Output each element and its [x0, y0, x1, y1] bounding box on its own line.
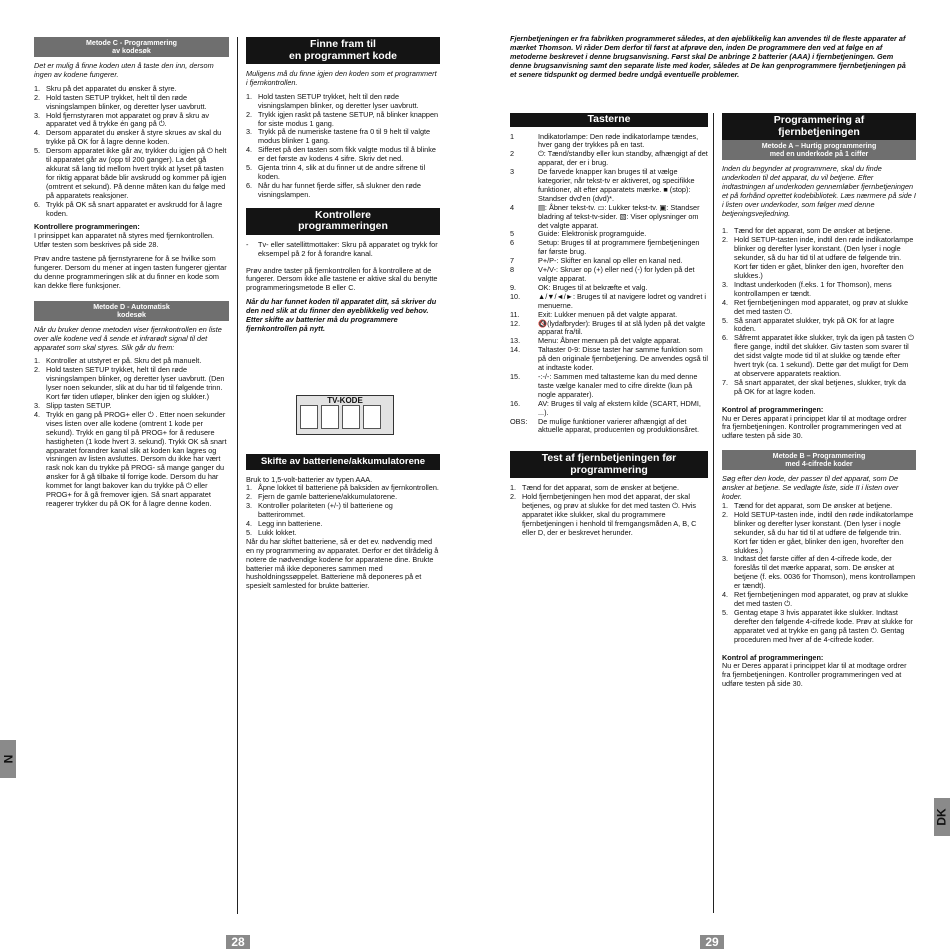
method-c-intro: Det er mulig å finne koden uten å taste den inn, dersom ingen av kodene fungerer.	[34, 61, 214, 79]
list-item: 3. Trykk på de numeriske tastene fra 0 til 9 helt til valgte modus blinker 1 gang.	[246, 127, 431, 146]
list-item: 2. Hold tasten SETUP trykket, helt til den røde visningslampen blinker, og deretter lyser uavbrutt. (Den lyser noen sekunder, slik at du har tid til følgende trinn. Kort før tiden utløper, blinker den igjen og slukker.)	[34, 365, 225, 402]
tv-code-digit-boxes	[297, 405, 393, 429]
find-code-heading-line1: Finne fram til	[310, 38, 376, 50]
method-b-intro: Søg efter den kode, der passer til det apparat, som De ønsker at betjene. Se vedlagte liste, side II i listen over koder.	[722, 474, 899, 502]
list-item: 3. Hold fjernstyraren mot apparatet og prøv å skru av apparatet ved å trykke én gang på ⏻.	[34, 110, 210, 129]
intro-text: Fjernbetjeningen er fra fabrikken programmeret således, at den øjeblikkelig kan anvendes til de fleste apparater af mærket Thomson. Vi råder Dem derfor til først at afprøve den, inden De programmere den ved at følge en af metoderne beskrevet i denne brugsanvisning. Først skal De anbringe 2 batterier (AAA) i fjernbetjeningen. Gem denne brugsanvisning samt den separate liste med koder, således at De kan genprogrammere fjernbetjeningen på et senere tidspunkt og dermed bedre undgå eventuelle problemer.	[510, 34, 906, 79]
list-item: 5. Dersom apparatet ikke går av, trykker du igjen på ⏻ helt til apparatet går av (opp til 200 ganger). La det gå akkurat så lang tid mellom hvert trykk at lyset på tasten for riktig apparat både blir avskrudd og kommer på igjen (omtrent et sekund). På denne måten kan du følge med på apparatets reaksjoner.	[34, 146, 227, 200]
control-note: Når du har funnet koden til apparatet ditt, så skriver du den ned slik at du finner den øyeblikkelig ved behov. Etter skifte av batterier må du programmere fjernkontrollen på nytt.	[246, 297, 437, 333]
battery-heading	[246, 454, 440, 470]
method-d-steps	[34, 357, 229, 508]
list-item: 9. OK: Bruges til at bekræfte et valg.	[510, 282, 648, 292]
programming-heading	[722, 113, 916, 140]
tv-code-digit-box	[363, 405, 381, 429]
control-b-title: Kontrol af programmeringen:	[722, 652, 824, 662]
list-item: 2. Hold SETUP-tasten inde, indtil den røde indikatorlampe blinker og derefter lyser konstant. (Den lyser i nogle sekunder, så du har tid til at udføre de følgende trin. Kort før tiden er gået, blinker den igen, hvorefter den slukkes.)	[722, 235, 914, 280]
control-b-text: Nu er Deres apparat i princippet klar til at modtage ordrer fra fjernbetjeningen. Kontroller programmeringen ved at udføre testen på side 30.	[722, 661, 907, 689]
list-item: 5. Så snart apparatet slukker, tryk på OK for at lagre koden.	[722, 315, 895, 334]
list-item: 2 ⏻: Tænd/standby eller kun standby, afhængigt af det apparat, der er i brug.	[510, 149, 708, 168]
control-heading-line1: Kontrollere	[314, 208, 371, 221]
tv-code-digit-box	[342, 405, 360, 429]
list-item: 5 Guide: Elektronisk programguide.	[510, 229, 647, 239]
list-item: 4. Dersom apparatet du ønsker å styre skrues av skal du trykke på OK for å lagre denne koden.	[34, 128, 222, 147]
check-title: Kontrollere programmeringen:	[34, 222, 140, 232]
method-d-heading-line1: Metode D - Automatisk	[93, 302, 170, 311]
battery-text: Når du har skiftet batteriene, så er det ev. nødvendig med en ny programmering av apparatet. Derfor er det tilrådelig å notere de nødvendige kodene for apparatene dine. Brukte batterier må ikke deponeres sammen med husholdningssøppelet. Batteriene må deponeres på et spesielt samlested for brukte batterier.	[246, 536, 439, 591]
method-a-heading-line2: med en underkode på 1 ciffer	[769, 150, 869, 158]
list-item: 2. Hold SETUP-tasten inde, indtil den røde indikatorlampe blinker og derefter lyser konstant. (Den lyser i nogle sekunder, så du har tid til at udføre de følgende trin. Kort før tiden er gået, blinker den igen, hvorefter den slukkes.)	[722, 509, 914, 555]
list-item: 4. Ret fjernbetjeningen mod apparatet, og prøv at slukke det med tasten ⏻.	[722, 590, 909, 608]
list-item: 2. Trykk igjen raskt på tastene SETUP, nå blinker knappen for siste modus 1 gang.	[246, 109, 439, 128]
list-item: 4. Sifferet på den tasten som fikk valgte modus til å blinke er det første av kodens 4 sifre. Skriv det ned.	[246, 145, 436, 164]
left-column-2	[246, 37, 440, 339]
column-divider	[713, 113, 714, 913]
column-divider	[237, 37, 238, 914]
list-item: 3. Kontroller polariteten (+/-) til batteriene og batterirommet.	[246, 501, 393, 520]
method-a-heading-line1: Metode A – Hurtig programmering	[761, 142, 877, 150]
list-item: - Tv- eller satellittmottaker: Skru på apparatet og trykk for eksempel på 2 for å forandre kanal.	[246, 239, 438, 258]
right-column-1	[510, 113, 708, 543]
test-heading	[510, 451, 708, 478]
list-item: 6 Setup: Bruges til at programmere fjernbetjeningen før første brug.	[510, 238, 700, 257]
check-text-2: Prøv andre tastene på fjernstyrarene for å se hvilke som fungerer. Dersom du mener at ingen tasten fungerer gjentar du denne programmeringen slik at du finner en kode som kan dekke flere funksjoner.	[34, 254, 227, 290]
list-item: 5. Gentag etape 3 hvis apparatet ikke slukker. Indtast derefter den følgende 4-cifrede kode. Prøv at slukke for apparatet ved at trykke en gang på tasten ⏻. Gentag proceduren med hver af de 4-cifrede koder.	[722, 607, 913, 644]
side-tab-n	[0, 740, 16, 778]
right-column-2	[722, 113, 916, 694]
list-item: 1. Tænd for det apparat, som De ønsker at betjene.	[722, 226, 893, 236]
side-tab-n-label: N	[0, 754, 15, 764]
method-c-steps	[34, 85, 229, 219]
keys-heading-text: Tasterne	[587, 113, 631, 125]
side-tab-dk-label: DK	[935, 808, 949, 826]
list-item: 2. Fjern de gamle batteriene/akkumulatorene.	[246, 492, 398, 502]
method-a-heading	[722, 140, 916, 160]
list-item: 2. Hold tasten SETUP trykket, helt til den røde visningslampen blinker, og deretter lyser uavbrutt.	[34, 92, 207, 111]
tv-code-digit-box	[300, 405, 318, 429]
keys-list	[510, 133, 708, 436]
side-tab-dk	[934, 798, 950, 836]
list-item: 6. Når du har funnet fjerde siffer, så slukner den røde visningslampen.	[246, 180, 421, 199]
battery-intro: Bruk to 1,5-volt-batterier av typen AAA.	[246, 474, 373, 484]
list-item: 12. 🔇(lydafbryder): Bruges til at slå lyden på det valgte apparat fra/til.	[510, 318, 706, 337]
list-item: 2. Hold fjernbetjeningen hen mod det apparat, der skal betjenes, og prøv at slukke for det med tasten ⏻. Hvis apparatet ikke slukker, skal du programmere fjernbetjeningen i henhold til fremgangsmåden A, B, C eller D, der er beskrevet herunder.	[510, 492, 697, 537]
tv-code-label: TV-KODE	[327, 396, 363, 405]
method-d-intro: Når du bruker denne metoden viser fjernkontrollen en liste over alle kodene ved å sende et infrarødt signal til det apparatet som skal styres. Slik går du frem:	[34, 324, 222, 352]
method-d-heading-line2: kodesøk	[117, 310, 146, 319]
method-c-heading-line2: av kodesøk	[112, 47, 151, 55]
list-item: OBS: De mulige funktioner varierer afhængigt af det aktuelle apparat, producenten og produktionsåret.	[510, 416, 700, 435]
page-number-28: 28	[226, 935, 250, 949]
list-item: 1. Hold tasten SETUP trykket, helt til den røde visningslampen blinker, og deretter lyser uavbrutt.	[246, 91, 419, 110]
list-item: 1 Indikatorlampe: Den røde indikatorlampe tændes, hver gang der trykkes på en tast.	[510, 131, 699, 150]
list-item: 3. Indtast underkoden (f.eks. 1 for Thomson), mens kontrollampen er tændt.	[722, 279, 892, 298]
programming-heading-line2: fjernbetjeningen	[778, 125, 860, 138]
tv-code-box	[296, 395, 394, 435]
list-item: 4. Legg inn batteriene.	[246, 519, 323, 529]
method-a-steps	[722, 227, 916, 396]
list-item: 15. -:-/-: Sammen med taltasterne kan du med denne taste vælge kanaler med to cifre direkte (kun på nogle apparater).	[510, 371, 698, 399]
list-item: 11. Exit: Lukker menuen på det valgte apparat.	[510, 309, 678, 319]
battery-steps	[246, 484, 440, 537]
test-steps	[510, 484, 708, 537]
list-item: 4 ▤: Åbner tekst-tv. ▭: Lukker tekst-tv. ▣: Standser bladring af tekst-tv-sider. ▧: Viser oplysninger om det valgte apparat.	[510, 202, 700, 230]
list-item: 5. Lukk lokket.	[246, 527, 297, 537]
programming-heading-line1: Programmering af	[773, 114, 865, 126]
control-a-text: Nu er Deres apparat i princippet klar til at modtage ordrer fra fjernbetjeningen. Kontroller programmeringen ved at udføre testen på side 30.	[722, 413, 907, 441]
test-heading-line1: Test af fjernbetjeningen før	[541, 452, 677, 465]
test-heading-line2: programmering	[570, 463, 648, 476]
method-a-intro: Inden du begynder at programmere, skal du finde underkoden til det apparat, du vil betjene. Efter indtastningen af underkoden gennemløber fjernbetjeningen et på forhånd oprettet kodebibliotek. Læs nærmere på side I i listen over underkoder, som følger med denne betjeningsvejledning.	[722, 164, 916, 218]
battery-heading-text: Skifte av batteriene/akkumulatorene	[260, 456, 426, 467]
left-column-1	[34, 37, 229, 514]
method-b-heading-line1: Metode B – Programmering	[772, 452, 866, 461]
list-item: 3. Indtast det første ciffer af den 4-cifrede kode, der foreslås til det mærke apparat, som. De ønsker at betjene (f. eks. 0036 for Thomson), mens kontrollampen er tændt).	[722, 554, 916, 591]
keys-heading	[510, 113, 708, 127]
find-code-heading-line2: en programmert kode	[289, 49, 397, 62]
left-column-2-battery	[246, 454, 440, 596]
list-item: 16. AV: Bruges til valg af ekstern kilde (SCART, HDMI, ...).	[510, 398, 701, 417]
list-item: 1. Skru på det apparatet du ønsker å styre.	[34, 83, 177, 93]
list-item: 3. Slipp tasten SETUP.	[34, 401, 112, 410]
list-item: 4. Trykk en gang på PROG+ eller ⏻ . Etter noen sekunder vises listen over alle kodene (omtrent 1 kode per sekund). Trykk en gang til på PROG+ for å redusere hastigheten (1 kode hvert 3. sekund). Trykk OK så snart apparatet forandrer kanal slik at koden kan lagres og visningen av listen avsluttes. Dersom du ikke har vært rask nok kan du trykke på PROG- så mange ganger du ønsker for å gå tilbake til forrige kode. Dersom du har kommet for langt bakover kan du trykke på ⏻ eller PROG+ for å gå fremover igjen. Så snart apparatet reagerer trykker du på OK for å lagre denne koden.	[34, 409, 227, 508]
list-item: 5. Gjenta trinn 4, slik at du finner ut de andre sifrene til koden.	[246, 163, 426, 181]
list-item: 13. Menu: Åbner menuen på det valgte apparat.	[510, 336, 681, 346]
list-item: 4. Ret fjernbetjeningen mod apparatet, og prøv at slukke det med tasten ⏻.	[722, 297, 909, 316]
list-item: 6. Trykk på OK så snart apparatet er avskrudd for å lagre koden.	[34, 199, 223, 218]
method-c-heading-line1: Metode C - Programmering	[85, 39, 178, 47]
method-b-heading-line2: med 4-cifrede koder	[785, 460, 853, 469]
method-c-heading	[34, 37, 229, 57]
control-bullets	[246, 241, 440, 259]
page-number-29: 29	[700, 935, 724, 949]
find-code-steps	[246, 93, 440, 200]
tv-code-digit-box	[321, 405, 339, 429]
list-item: 1. Tænd for det apparat, som de ønsker at betjene.	[510, 483, 679, 493]
list-item: 1. Tænd for det apparat, som De ønsker at betjene.	[722, 501, 893, 510]
method-d-heading	[34, 301, 229, 321]
method-b-steps	[722, 502, 916, 645]
list-item: 1. Åpne lokket til batteriene på baksiden av fjernkontrollen.	[246, 483, 439, 493]
list-item: 14. Taltaster 0-9: Disse taster har samme funktion som på den originale fjernbetjening. De anvendes også til at indtaste koder.	[510, 345, 708, 373]
list-item: 8 V+/V-: Skruer op (+) eller ned (-) for lyden på det valgte apparat.	[510, 265, 695, 283]
find-code-intro: Muligens må du finne igjen den koden som et programmert i fjernkontrollen.	[246, 69, 437, 87]
control-programming-heading	[246, 208, 440, 235]
control-text: Prøv andre taster på fjernkontrollen for å kontrollere at de fungerer. Dersom ikke alle tastene er aktive skal du benytte programmeringsmetode B eller C.	[246, 265, 438, 293]
method-b-heading	[722, 450, 916, 470]
list-item: 10. ▲/▼/◄/►: Bruges til at navigere lodret og vandret i menuerne.	[510, 291, 707, 310]
control-heading-line2: programmeringen	[298, 220, 388, 233]
check-text: I prinsippet kan apparatet nå styres med fjernkontrollen. Utfør testen som beskrives på side 28.	[34, 231, 215, 250]
list-item: 7 P+/P-: Skifter en kanal op eller en kanal ned.	[510, 256, 683, 266]
control-a-title: Kontrol af programmeringen:	[722, 404, 824, 414]
list-item: 6. Såfremt apparatet ikke slukker, tryk da igen på tasten ⏻ flere gange, indtil det slukker. Giv tasten som svarer til det sidst valgte mode tid til at slukke og tænde efter hvert tryk (ca. 1 sekund). Dette gør det muligt for Dem at observere apparatets reaktion.	[722, 333, 914, 378]
list-item: 1. Kontroller at utstyret er på. Skru det på manuelt.	[34, 356, 202, 366]
list-item: 7. Så snart apparatet, der skal betjenes, slukker, tryk da på OK for at lagre koden.	[722, 377, 906, 396]
find-code-heading	[246, 37, 440, 64]
list-item: 3 De farvede knapper kan bruges til at vælge kategorier, når tekst-tv er aktiveret, og specifikke funktioner, alt efter apparatets mærke. ■ (stop): Standser dvd'en (dvd)*.	[510, 167, 695, 203]
